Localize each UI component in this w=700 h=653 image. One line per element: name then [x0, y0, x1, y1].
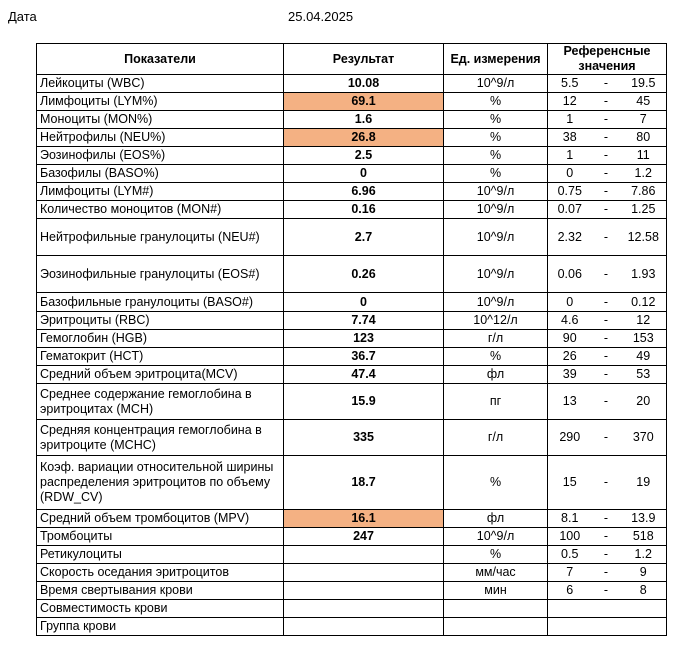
parameter-name: Средний объем тромбоцитов (MPV) [37, 510, 284, 528]
result-value: 247 [284, 528, 444, 546]
reference-dash: - [592, 256, 621, 293]
table-row [37, 129, 667, 147]
reference-dash: - [592, 129, 621, 147]
parameter-name: Средний объем эритроцита(MCV) [37, 366, 284, 384]
reference-low: 39 [548, 366, 592, 384]
reference-dash [592, 618, 621, 636]
reference-high: 49 [621, 348, 667, 366]
result-value: 0.16 [284, 201, 444, 219]
table-row [37, 219, 667, 256]
reference-high: 7.86 [621, 183, 667, 201]
table-row [37, 93, 667, 111]
reference-high: 7 [621, 111, 667, 129]
reference-dash: - [592, 219, 621, 256]
column-header-unit: Ед. измерения [444, 44, 548, 75]
reference-dash: - [592, 366, 621, 384]
reference-dash: - [592, 528, 621, 546]
reference-dash [592, 600, 621, 618]
reference-low: 290 [548, 420, 592, 456]
reference-high: 1.2 [621, 546, 667, 564]
unit-value: г/л [444, 420, 548, 456]
unit-value: 10^9/л [444, 219, 548, 256]
result-value: 2.7 [284, 219, 444, 256]
result-value: 6.96 [284, 183, 444, 201]
unit-value [444, 600, 548, 618]
table-row [37, 366, 667, 384]
unit-value: % [444, 111, 548, 129]
parameter-name: Количество моноцитов (MON#) [37, 201, 284, 219]
parameter-name: Базофильные гранулоциты (BASO#) [37, 293, 284, 312]
parameter-name: Базофилы (BASO%) [37, 165, 284, 183]
table-row [37, 312, 667, 330]
parameter-name: Коэф. вариации относительной ширины распределения эритроцитов по объему (RDW_CV) [37, 456, 284, 510]
reference-dash: - [592, 330, 621, 348]
table-row [37, 293, 667, 312]
reference-low: 4.6 [548, 312, 592, 330]
parameter-name: Средняя концентрация гемоглобина в эритроците (MCHC) [37, 420, 284, 456]
reference-low: 38 [548, 129, 592, 147]
result-value [284, 600, 444, 618]
reference-high [621, 618, 667, 636]
reference-low: 1 [548, 111, 592, 129]
reference-high: 12.58 [621, 219, 667, 256]
reference-high [621, 600, 667, 618]
reference-high: 20 [621, 384, 667, 420]
reference-dash: - [592, 582, 621, 600]
parameter-name: Время свертывания крови [37, 582, 284, 600]
result-value: 0 [284, 293, 444, 312]
column-header-reference: Референсные значения [548, 44, 667, 75]
result-value: 18.7 [284, 456, 444, 510]
table-row [37, 420, 667, 456]
parameter-name: Нейтрофилы (NEU%) [37, 129, 284, 147]
reference-dash: - [592, 111, 621, 129]
reference-high: 0.12 [621, 293, 667, 312]
result-value: 2.5 [284, 147, 444, 165]
reference-dash: - [592, 420, 621, 456]
result-value [284, 618, 444, 636]
parameter-name: Совместимость крови [37, 600, 284, 618]
reference-high: 13.9 [621, 510, 667, 528]
column-header-result: Результат [284, 44, 444, 75]
reference-high: 1.93 [621, 256, 667, 293]
result-value: 36.7 [284, 348, 444, 366]
unit-value: % [444, 546, 548, 564]
reference-high: 12 [621, 312, 667, 330]
reference-low: 90 [548, 330, 592, 348]
unit-value: 10^12/л [444, 312, 548, 330]
result-value: 123 [284, 330, 444, 348]
result-value: 15.9 [284, 384, 444, 420]
reference-dash: - [592, 75, 621, 93]
table-row [37, 348, 667, 366]
unit-value: фл [444, 366, 548, 384]
table-row [37, 330, 667, 348]
table-row [37, 384, 667, 420]
reference-dash: - [592, 510, 621, 528]
unit-value: % [444, 348, 548, 366]
reference-dash: - [592, 456, 621, 510]
reference-high: 1.25 [621, 201, 667, 219]
unit-value: мм/час [444, 564, 548, 582]
reference-high: 1.2 [621, 165, 667, 183]
parameter-name: Гемоглобин (HGB) [37, 330, 284, 348]
reference-high: 153 [621, 330, 667, 348]
reference-low: 1 [548, 147, 592, 165]
reference-low: 5.5 [548, 75, 592, 93]
reference-dash: - [592, 201, 621, 219]
parameter-name: Моноциты (MON%) [37, 111, 284, 129]
parameter-name: Тромбоциты [37, 528, 284, 546]
reference-low: 12 [548, 93, 592, 111]
date-label: Дата [8, 9, 37, 24]
result-value: 1.6 [284, 111, 444, 129]
table-row [37, 183, 667, 201]
reference-high: 11 [621, 147, 667, 165]
parameter-name: Нейтрофильные гранулоциты (NEU#) [37, 219, 284, 256]
result-value: 7.74 [284, 312, 444, 330]
reference-high: 19 [621, 456, 667, 510]
unit-value: 10^9/л [444, 293, 548, 312]
parameter-name: Группа крови [37, 618, 284, 636]
unit-value: % [444, 147, 548, 165]
unit-value: пг [444, 384, 548, 420]
table-header-row [37, 44, 667, 75]
reference-low: 0.07 [548, 201, 592, 219]
parameter-name: Скорость оседания эритроцитов [37, 564, 284, 582]
result-value [284, 546, 444, 564]
reference-high: 80 [621, 129, 667, 147]
parameter-name: Эозинофильные гранулоциты (EOS#) [37, 256, 284, 293]
result-value: 335 [284, 420, 444, 456]
date-value: 25.04.2025 [288, 9, 354, 24]
reference-low: 0 [548, 165, 592, 183]
reference-dash: - [592, 165, 621, 183]
result-value: 69.1 [284, 93, 444, 111]
parameter-name: Лимфоциты (LYM%) [37, 93, 284, 111]
reference-dash: - [592, 564, 621, 582]
reference-low: 26 [548, 348, 592, 366]
result-value: 0.26 [284, 256, 444, 293]
reference-low: 0.06 [548, 256, 592, 293]
reference-low: 100 [548, 528, 592, 546]
unit-value: г/л [444, 330, 548, 348]
table-row [37, 165, 667, 183]
parameter-name: Эозинофилы (EOS%) [37, 147, 284, 165]
reference-low [548, 600, 592, 618]
reference-high: 19.5 [621, 75, 667, 93]
table-row [37, 600, 667, 618]
reference-low: 15 [548, 456, 592, 510]
reference-dash: - [592, 293, 621, 312]
result-value [284, 582, 444, 600]
reference-high: 8 [621, 582, 667, 600]
parameter-name: Гематокрит (HCT) [37, 348, 284, 366]
parameter-name: Ретикулоциты [37, 546, 284, 564]
reference-dash: - [592, 384, 621, 420]
unit-value: 10^9/л [444, 256, 548, 293]
unit-value: % [444, 456, 548, 510]
unit-value: 10^9/л [444, 183, 548, 201]
table-row [37, 201, 667, 219]
unit-value: % [444, 165, 548, 183]
result-value: 16.1 [284, 510, 444, 528]
result-value [284, 564, 444, 582]
column-header-name: Показатели [37, 44, 284, 75]
reference-high: 53 [621, 366, 667, 384]
result-value: 10.08 [284, 75, 444, 93]
reference-low: 8.1 [548, 510, 592, 528]
reference-high: 45 [621, 93, 667, 111]
unit-value: 10^9/л [444, 201, 548, 219]
reference-dash: - [592, 546, 621, 564]
unit-value: % [444, 93, 548, 111]
reference-high: 9 [621, 564, 667, 582]
table-row [37, 75, 667, 93]
result-value: 0 [284, 165, 444, 183]
parameter-name: Среднее содержание гемоглобина в эритроцитах (MCH) [37, 384, 284, 420]
table-row [37, 618, 667, 636]
reference-high: 370 [621, 420, 667, 456]
reference-dash: - [592, 93, 621, 111]
reference-low: 0.5 [548, 546, 592, 564]
reference-low: 2.32 [548, 219, 592, 256]
unit-value: 10^9/л [444, 75, 548, 93]
table-row [37, 582, 667, 600]
unit-value: мин [444, 582, 548, 600]
reference-low [548, 618, 592, 636]
result-value: 47.4 [284, 366, 444, 384]
table-row [37, 256, 667, 293]
reference-low: 7 [548, 564, 592, 582]
parameter-name: Эритроциты (RBC) [37, 312, 284, 330]
unit-value: % [444, 129, 548, 147]
table-row [37, 546, 667, 564]
table-row [37, 147, 667, 165]
reference-high: 518 [621, 528, 667, 546]
table-body [37, 75, 667, 636]
reference-dash: - [592, 348, 621, 366]
reference-low: 0.75 [548, 183, 592, 201]
unit-value: фл [444, 510, 548, 528]
reference-dash: - [592, 147, 621, 165]
reference-low: 6 [548, 582, 592, 600]
unit-value [444, 618, 548, 636]
table-row [37, 528, 667, 546]
reference-low: 0 [548, 293, 592, 312]
unit-value: 10^9/л [444, 528, 548, 546]
table-row [37, 456, 667, 510]
result-value: 26.8 [284, 129, 444, 147]
parameter-name: Лейкоциты (WBC) [37, 75, 284, 93]
reference-low: 13 [548, 384, 592, 420]
lab-results-table [36, 43, 667, 636]
table-row [37, 510, 667, 528]
parameter-name: Лимфоциты (LYM#) [37, 183, 284, 201]
reference-dash: - [592, 183, 621, 201]
table-row [37, 111, 667, 129]
reference-dash: - [592, 312, 621, 330]
table-row [37, 564, 667, 582]
